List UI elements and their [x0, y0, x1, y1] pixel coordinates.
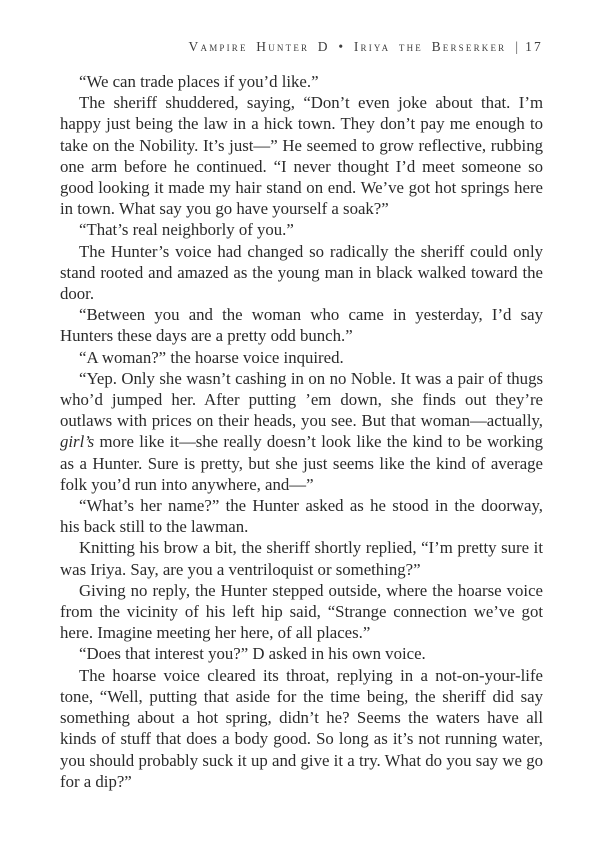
paragraph: Knitting his brow a bit, the sheriff shortly replied, “I’m pretty sure it was Iriya. Say, are you a ventriloquist or something?” — [60, 538, 543, 579]
paragraph: “Does that interest you?” D asked in his own voice. — [79, 644, 426, 664]
paragraph: “We can trade places if you’d like.” — [79, 72, 319, 91]
header-separator: | — [515, 39, 519, 54]
running-header — [60, 39, 543, 55]
page-number: 17 — [525, 39, 543, 54]
paragraph: “Between you and the woman who came in yesterday, I’d say Hunters these days are a pretty odd bunch.” — [60, 305, 543, 346]
paragraph: Giving no reply, the Hunter stepped outside, where the hoarse voice from the vicinity of his left hip said, “Strange connection we’ve got here. Imagine meeting her here, of all places.” — [60, 580, 543, 643]
italic-text: girl’s — [60, 432, 95, 452]
paragraph: The Hunter’s voice had changed so radically the sheriff could only stand rooted and amazed as the young man in black walked toward the door. — [60, 241, 543, 304]
body-text — [60, 71, 543, 792]
paragraph: “A woman?” the hoarse voice inquired. — [79, 347, 344, 367]
paragraph: The hoarse voice cleared its throat, replying in a not-on-your-life tone, “Well, putting that aside for the time being, the sheriff did say something about a hot spring, didn’t he? Seems the waters have all kinds of stuff that does a body good. So long as it’s not running water, you should probably suck it up and give it a try. What do you say we go for a dip?” — [60, 665, 543, 791]
paragraph: “What’s her name?” the Hunter asked as he stood in the doorway, his back still to the lawman. — [60, 496, 543, 537]
book-title: Vampire Hunter D • Iriya the Berserker — [188, 39, 507, 54]
paragraph: The sheriff shuddered, saying, “Don’t even joke about that. I’m happy just being the law in a hick town. They don’t pay me enough to take on the Nobility. It’s just—” He seemed to grow reflective, rubbing one arm before he continued. “I never thought I’d meet someone so good looking it made my hair stand on end. We’ve got hot springs here in town. What say you go have yourself a soak?” — [60, 93, 543, 219]
paragraph: “That’s real neighborly of you.” — [79, 220, 294, 240]
paragraph: “Yep. Only she wasn’t cashing in on no Noble. It was a pair of thugs who’d jumped her. After putting ’em down, she finds out they’re outlaws with prices on their heads, you see. But that woman—actually, girl’s more like it—she really doesn’t look like the kind to be working as a Hunter. Sure is pretty, but she just seems like the kind of average folk you’d run into anywhere, and—” — [60, 368, 543, 494]
